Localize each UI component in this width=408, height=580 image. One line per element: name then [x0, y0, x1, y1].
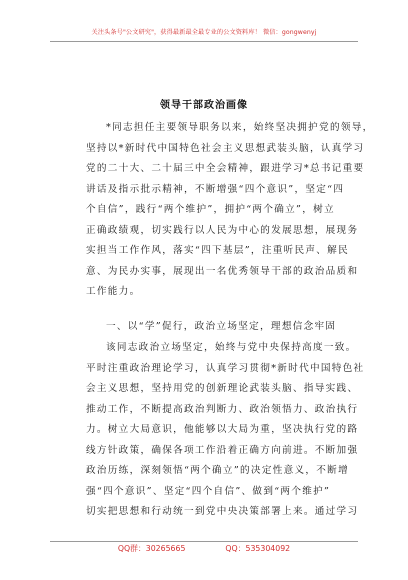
paragraph-line: 坚持以*新时代中国特色社会主义思想武装头脑，认真学习 [86, 142, 365, 154]
paragraph-line: 党的二十大、二十届三中全会精神，跟进学习*总书记重要 [86, 163, 365, 174]
paragraph-line: 讲话及指示批示精神，不断增强“四个意识”，坚定“四 [86, 183, 345, 195]
header-banner: 关注头条号"公文研究"，获得最新最全最专业的公文资料库！ 微信：gongwenyj [91, 29, 317, 36]
paragraph-line: *同志担任主要领导职务以来，始终坚决拥护党的领导， [106, 122, 374, 133]
footer-divider [50, 541, 358, 542]
qq-group-number: QQ群：30265665 [117, 544, 186, 553]
document-title: 领导干部政治画像 [160, 100, 248, 111]
section-heading-1 [86, 317, 337, 338]
paragraph-line: 工作能力。 [86, 286, 141, 297]
section-heading-text: 一、以“学”促行，政治立场坚定，理想信念牢固 [106, 321, 337, 332]
paragraph-line: 个自信”，践行“两个维护”，拥护“两个确立”，树立 [86, 204, 335, 215]
paragraph-line: 推动工作，不断提高政治判断力、政治领悟力、政治执行 [86, 403, 359, 415]
paragraph-line: 力。树立大局意识，他能够以大局为重，坚决执行党的路 [86, 424, 359, 435]
paragraph-line: 实担当工作作风，落实“四下基层”，注重听民声、解民 [86, 245, 349, 256]
paragraph-line: 会主义思想，坚持用党的创新理论武装头脑、指导实践、 [86, 383, 359, 394]
paragraph-1 [86, 118, 374, 303]
qq-number: QQ：535304092 [225, 544, 291, 553]
paragraph-line: 该同志政治立场坚定，始终与党中央保持高度一致。 [106, 342, 357, 353]
paragraph-line: 意、为民办实事，展现出一名优秀领导干部的政治品质和 [86, 265, 359, 277]
paragraph-line: 强“四个意识”、坚定“四个自信”、做到“两个维护” [86, 485, 331, 497]
paragraph-line: 平时注重政治理论学习，认真学习贯彻*新时代中国特色社 [86, 362, 365, 374]
paragraph-2 [86, 338, 365, 523]
paragraph-line: 政治历练，深刻领悟“两个确立”的决定性意义，不断增 [86, 465, 349, 476]
paragraph-line: 切实把思想和行动统一到党中央决策部署上来。通过学习 [86, 506, 359, 517]
footer-contact [0, 543, 408, 554]
paragraph-line: 正确政绩观，切实践行以人民为中心的发展思想，展现务 [86, 224, 359, 236]
paragraph-line: 线方针政策，确保各项工作沿着正确方向前进。不断加强 [86, 444, 359, 456]
header-divider [50, 41, 358, 42]
